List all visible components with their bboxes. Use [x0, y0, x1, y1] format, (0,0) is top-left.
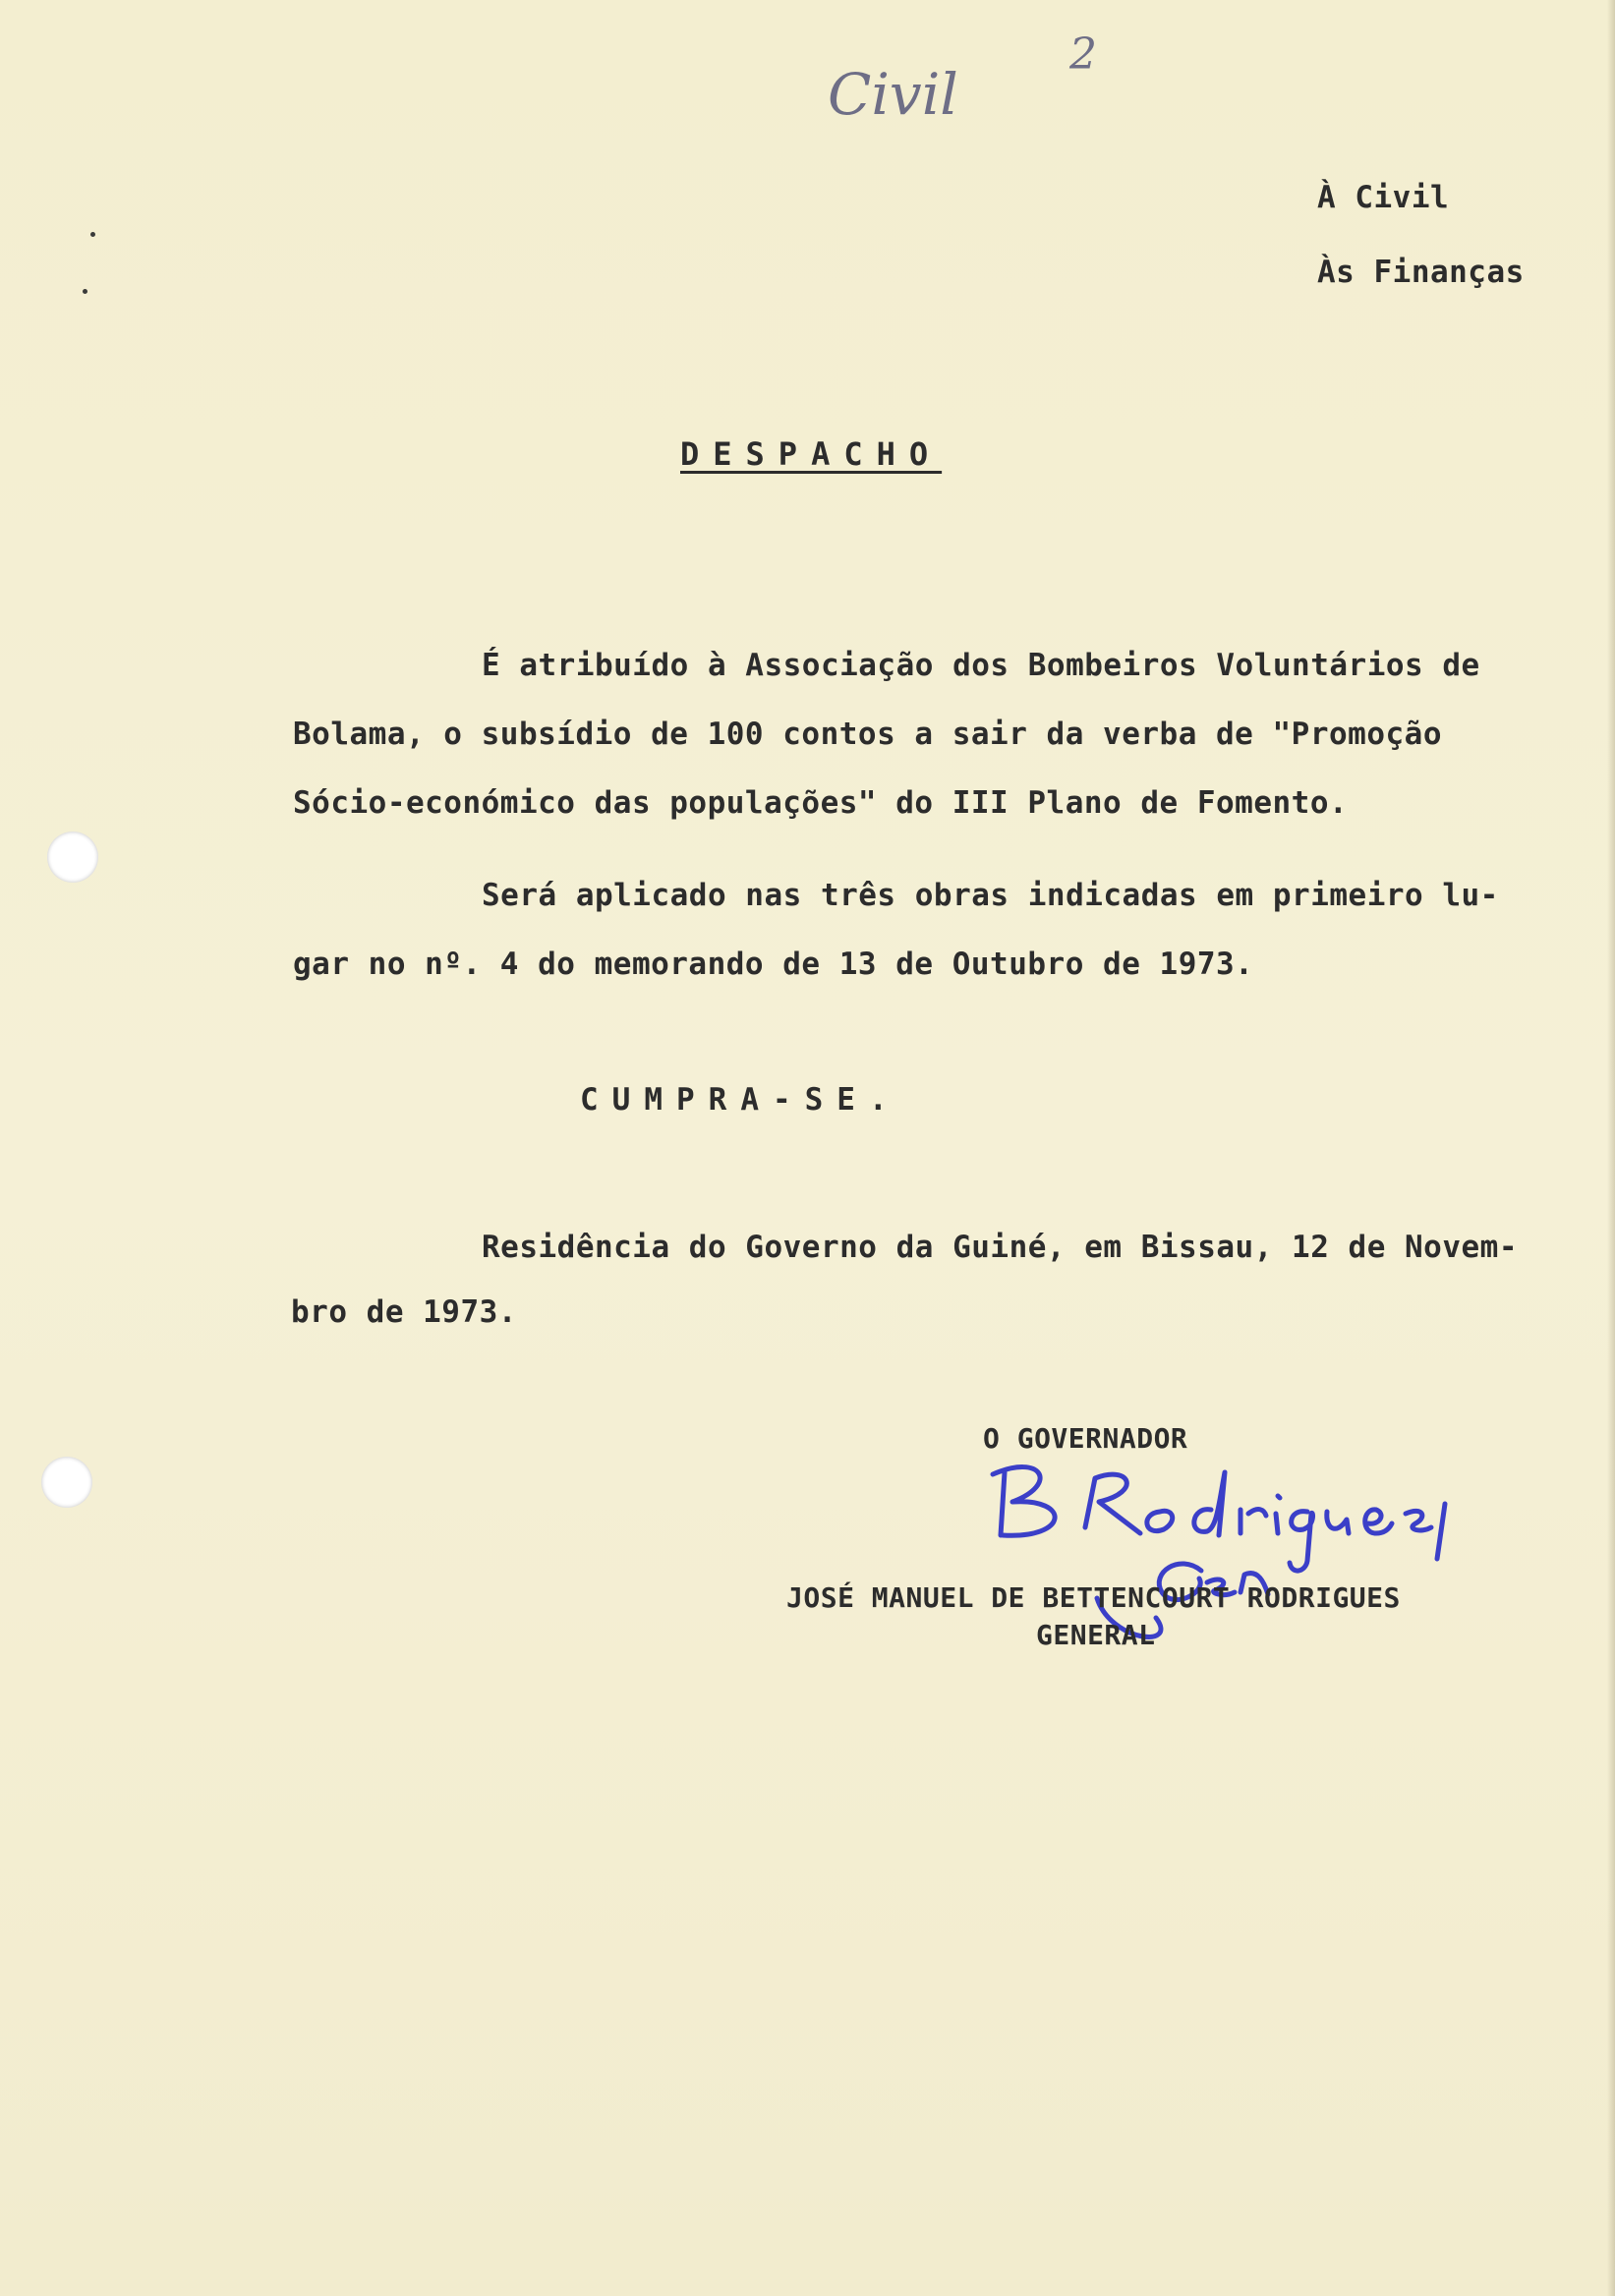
punch-hole-top — [47, 832, 98, 883]
paragraph2-line1: Será aplicado nas três obras indicadas em primeiro lu- — [482, 878, 1499, 913]
signer-role: O GOVERNADOR — [983, 1422, 1188, 1455]
order-text: CUMPRA-SE. — [580, 1082, 901, 1118]
punch-hole-bottom — [41, 1457, 92, 1508]
signer-rank: GENERAL — [1036, 1619, 1156, 1651]
handwritten-page-number: 2 — [1069, 29, 1097, 80]
handwritten-civil-note: Civil — [828, 61, 958, 128]
paper-edge-shadow — [1607, 0, 1615, 2296]
paragraph1-line3: Sócio-económico das populações" do III Plano de Fomento. — [293, 785, 1349, 821]
location-date-line1: Residência do Governo da Guiné, em Bissau, 12 de Novem- — [482, 1230, 1518, 1265]
signer-name: JOSÉ MANUEL DE BETTENCOURT RODRIGUES — [786, 1581, 1401, 1614]
recipient-financas: Às Finanças — [1317, 255, 1525, 290]
ink-speck — [83, 289, 87, 294]
recipient-civil: À Civil — [1317, 180, 1450, 215]
paragraph2-line2: gar no nº. 4 do memorando de 13 de Outubro de 1973. — [293, 947, 1254, 982]
paragraph1-line2: Bolama, o subsídio de 100 contos a sair da verba de "Promoção — [293, 717, 1442, 752]
paragraph1-line1: É atribuído à Associação dos Bombeiros Voluntários de — [482, 648, 1480, 683]
page-title: DESPACHO — [680, 435, 943, 473]
location-date-line2: bro de 1973. — [291, 1294, 517, 1330]
ink-speck — [90, 232, 95, 237]
